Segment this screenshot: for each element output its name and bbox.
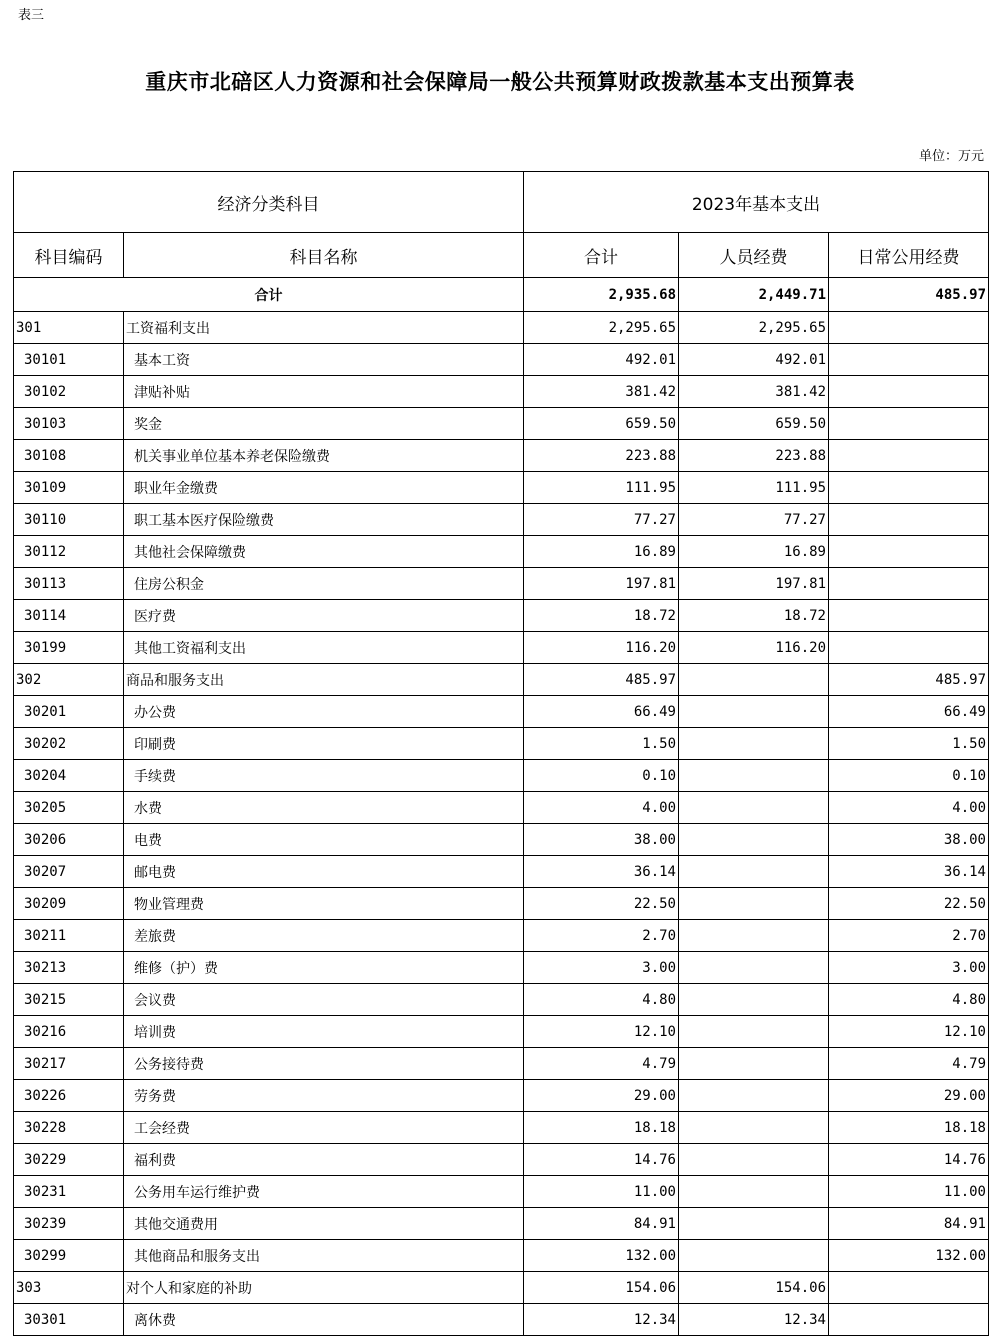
column-header-code: 科目编码 [14, 233, 124, 278]
row-operating [829, 408, 989, 440]
row-code: 30215 [14, 984, 124, 1016]
row-operating [829, 1304, 989, 1336]
row-personnel [679, 1208, 829, 1240]
row-code: 30229 [14, 1144, 124, 1176]
row-name: 印刷费 [124, 728, 524, 760]
column-header-total: 合计 [524, 233, 679, 278]
row-total: 111.95 [524, 472, 679, 504]
row-operating: 485.97 [829, 664, 989, 696]
table-row [14, 408, 989, 440]
table-row [14, 1080, 989, 1112]
row-code: 30110 [14, 504, 124, 536]
row-code: 30102 [14, 376, 124, 408]
row-total: 29.00 [524, 1080, 679, 1112]
row-total: 4.79 [524, 1048, 679, 1080]
table-row [14, 920, 989, 952]
budget-table-body [14, 172, 989, 1336]
row-total: 18.18 [524, 1112, 679, 1144]
row-personnel: 492.01 [679, 344, 829, 376]
row-total: 12.34 [524, 1304, 679, 1336]
table-row [14, 984, 989, 1016]
row-operating: 84.91 [829, 1208, 989, 1240]
table-row [14, 1048, 989, 1080]
table-row [14, 1240, 989, 1272]
row-personnel: 197.81 [679, 568, 829, 600]
row-total: 18.72 [524, 600, 679, 632]
row-name: 住房公积金 [124, 568, 524, 600]
row-name: 邮电费 [124, 856, 524, 888]
table-row [14, 888, 989, 920]
row-personnel [679, 952, 829, 984]
column-header-row [14, 233, 989, 278]
table-row [14, 344, 989, 376]
row-total: 0.10 [524, 760, 679, 792]
table-row [14, 440, 989, 472]
row-code: 30216 [14, 1016, 124, 1048]
budget-table [13, 171, 989, 1336]
row-operating [829, 632, 989, 664]
row-name: 水费 [124, 792, 524, 824]
row-personnel: 111.95 [679, 472, 829, 504]
row-total: 223.88 [524, 440, 679, 472]
table-row [14, 728, 989, 760]
table-row [14, 952, 989, 984]
row-operating: 11.00 [829, 1176, 989, 1208]
row-total: 116.20 [524, 632, 679, 664]
row-total: 84.91 [524, 1208, 679, 1240]
column-header-personnel: 人员经费 [679, 233, 829, 278]
row-personnel: 659.50 [679, 408, 829, 440]
table-row [14, 760, 989, 792]
row-operating [829, 472, 989, 504]
row-total: 4.00 [524, 792, 679, 824]
row-operating: 4.80 [829, 984, 989, 1016]
row-code: 30108 [14, 440, 124, 472]
row-name: 手续费 [124, 760, 524, 792]
total-row [14, 278, 989, 312]
row-total: 12.10 [524, 1016, 679, 1048]
row-personnel [679, 760, 829, 792]
row-operating [829, 344, 989, 376]
row-name: 工会经费 [124, 1112, 524, 1144]
row-name: 其他社会保障缴费 [124, 536, 524, 568]
row-operating: 66.49 [829, 696, 989, 728]
row-name: 离休费 [124, 1304, 524, 1336]
row-total: 4.80 [524, 984, 679, 1016]
row-name: 工资福利支出 [124, 312, 524, 344]
table-row [14, 1176, 989, 1208]
table-row [14, 1304, 989, 1336]
row-personnel: 16.89 [679, 536, 829, 568]
row-name: 其他工资福利支出 [124, 632, 524, 664]
row-personnel: 2,295.65 [679, 312, 829, 344]
total-personnel: 2,449.71 [679, 278, 829, 312]
row-code: 30199 [14, 632, 124, 664]
row-code: 30205 [14, 792, 124, 824]
row-total: 11.00 [524, 1176, 679, 1208]
row-code: 30113 [14, 568, 124, 600]
row-name: 差旅费 [124, 920, 524, 952]
row-name: 职业年金缴费 [124, 472, 524, 504]
row-total: 14.76 [524, 1144, 679, 1176]
row-personnel: 154.06 [679, 1272, 829, 1304]
row-code: 30226 [14, 1080, 124, 1112]
row-code: 30217 [14, 1048, 124, 1080]
table-row [14, 632, 989, 664]
table-row [14, 696, 989, 728]
row-operating: 3.00 [829, 952, 989, 984]
row-name: 职工基本医疗保险缴费 [124, 504, 524, 536]
row-name: 基本工资 [124, 344, 524, 376]
total-sum: 2,935.68 [524, 278, 679, 312]
table-row [14, 1112, 989, 1144]
row-operating: 1.50 [829, 728, 989, 760]
row-personnel [679, 664, 829, 696]
row-personnel: 116.20 [679, 632, 829, 664]
row-personnel: 18.72 [679, 600, 829, 632]
row-total: 3.00 [524, 952, 679, 984]
total-label: 合计 [14, 278, 524, 312]
row-code: 30114 [14, 600, 124, 632]
row-code: 30213 [14, 952, 124, 984]
table-row [14, 1208, 989, 1240]
row-personnel [679, 696, 829, 728]
row-code: 30206 [14, 824, 124, 856]
table-row [14, 568, 989, 600]
row-personnel [679, 920, 829, 952]
row-name: 劳务费 [124, 1080, 524, 1112]
table-row [14, 376, 989, 408]
row-personnel [679, 1016, 829, 1048]
row-code: 303 [14, 1272, 124, 1304]
row-personnel: 77.27 [679, 504, 829, 536]
row-operating [829, 504, 989, 536]
row-operating: 132.00 [829, 1240, 989, 1272]
row-total: 36.14 [524, 856, 679, 888]
table-row [14, 1016, 989, 1048]
row-code: 30202 [14, 728, 124, 760]
basic-expenditure-header: 2023年基本支出 [524, 172, 989, 233]
row-name: 维修（护）费 [124, 952, 524, 984]
row-operating: 36.14 [829, 856, 989, 888]
row-code: 301 [14, 312, 124, 344]
row-total: 381.42 [524, 376, 679, 408]
row-operating: 4.79 [829, 1048, 989, 1080]
row-operating: 29.00 [829, 1080, 989, 1112]
row-personnel [679, 856, 829, 888]
row-operating: 4.00 [829, 792, 989, 824]
row-name: 会议费 [124, 984, 524, 1016]
row-code: 302 [14, 664, 124, 696]
row-total: 1.50 [524, 728, 679, 760]
table-row [14, 792, 989, 824]
row-operating: 18.18 [829, 1112, 989, 1144]
row-personnel [679, 1048, 829, 1080]
economic-category-header: 经济分类科目 [14, 172, 524, 233]
row-total: 77.27 [524, 504, 679, 536]
row-code: 30301 [14, 1304, 124, 1336]
row-name: 对个人和家庭的补助 [124, 1272, 524, 1304]
row-personnel [679, 1240, 829, 1272]
row-total: 22.50 [524, 888, 679, 920]
page-title: 重庆市北碚区人力资源和社会保障局一般公共预算财政拨款基本支出预算表 [145, 69, 855, 94]
row-personnel [679, 1176, 829, 1208]
group-header-row [14, 172, 989, 233]
row-personnel: 381.42 [679, 376, 829, 408]
table-row [14, 856, 989, 888]
table-row [14, 472, 989, 504]
table-row [14, 504, 989, 536]
row-personnel [679, 728, 829, 760]
row-code: 30204 [14, 760, 124, 792]
row-operating [829, 568, 989, 600]
row-name: 医疗费 [124, 600, 524, 632]
row-name: 奖金 [124, 408, 524, 440]
row-name: 公务接待费 [124, 1048, 524, 1080]
row-name: 津贴补贴 [124, 376, 524, 408]
row-total: 16.89 [524, 536, 679, 568]
row-personnel [679, 1112, 829, 1144]
row-personnel [679, 1144, 829, 1176]
row-code: 30228 [14, 1112, 124, 1144]
row-personnel: 12.34 [679, 1304, 829, 1336]
column-header-operating: 日常公用经费 [829, 233, 989, 278]
unit-label: 单位：万元 [918, 149, 984, 164]
table-row [14, 664, 989, 696]
row-personnel [679, 888, 829, 920]
column-header-name: 科目名称 [124, 233, 524, 278]
row-total: 154.06 [524, 1272, 679, 1304]
row-operating [829, 536, 989, 568]
row-code: 30239 [14, 1208, 124, 1240]
table-row [14, 312, 989, 344]
row-name: 商品和服务支出 [124, 664, 524, 696]
table-row [14, 536, 989, 568]
row-operating: 12.10 [829, 1016, 989, 1048]
row-name: 福利费 [124, 1144, 524, 1176]
row-operating [829, 1272, 989, 1304]
row-operating [829, 440, 989, 472]
row-total: 659.50 [524, 408, 679, 440]
row-code: 30101 [14, 344, 124, 376]
row-code: 30103 [14, 408, 124, 440]
row-total: 2,295.65 [524, 312, 679, 344]
row-name: 培训费 [124, 1016, 524, 1048]
row-total: 492.01 [524, 344, 679, 376]
row-total: 132.00 [524, 1240, 679, 1272]
table-row [14, 1144, 989, 1176]
row-total: 2.70 [524, 920, 679, 952]
row-operating: 2.70 [829, 920, 989, 952]
row-name: 办公费 [124, 696, 524, 728]
row-code: 30231 [14, 1176, 124, 1208]
row-name: 机关事业单位基本养老保险缴费 [124, 440, 524, 472]
table-row [14, 1272, 989, 1304]
row-total: 66.49 [524, 696, 679, 728]
row-total: 485.97 [524, 664, 679, 696]
row-name: 其他商品和服务支出 [124, 1240, 524, 1272]
row-code: 30211 [14, 920, 124, 952]
row-operating [829, 312, 989, 344]
row-operating [829, 600, 989, 632]
row-personnel: 223.88 [679, 440, 829, 472]
row-code: 30207 [14, 856, 124, 888]
row-code: 30299 [14, 1240, 124, 1272]
row-code: 30209 [14, 888, 124, 920]
row-operating: 14.76 [829, 1144, 989, 1176]
table-number-label: 表三 [18, 8, 45, 23]
row-name: 其他交通费用 [124, 1208, 524, 1240]
table-row [14, 600, 989, 632]
row-total: 38.00 [524, 824, 679, 856]
row-operating [829, 376, 989, 408]
row-personnel [679, 792, 829, 824]
row-name: 电费 [124, 824, 524, 856]
row-operating: 0.10 [829, 760, 989, 792]
total-operating: 485.97 [829, 278, 989, 312]
row-personnel [679, 984, 829, 1016]
row-operating: 22.50 [829, 888, 989, 920]
row-total: 197.81 [524, 568, 679, 600]
table-row [14, 824, 989, 856]
row-name: 公务用车运行维护费 [124, 1176, 524, 1208]
row-name: 物业管理费 [124, 888, 524, 920]
row-code: 30201 [14, 696, 124, 728]
row-operating: 38.00 [829, 824, 989, 856]
row-personnel [679, 1080, 829, 1112]
row-personnel [679, 824, 829, 856]
row-code: 30112 [14, 536, 124, 568]
row-code: 30109 [14, 472, 124, 504]
